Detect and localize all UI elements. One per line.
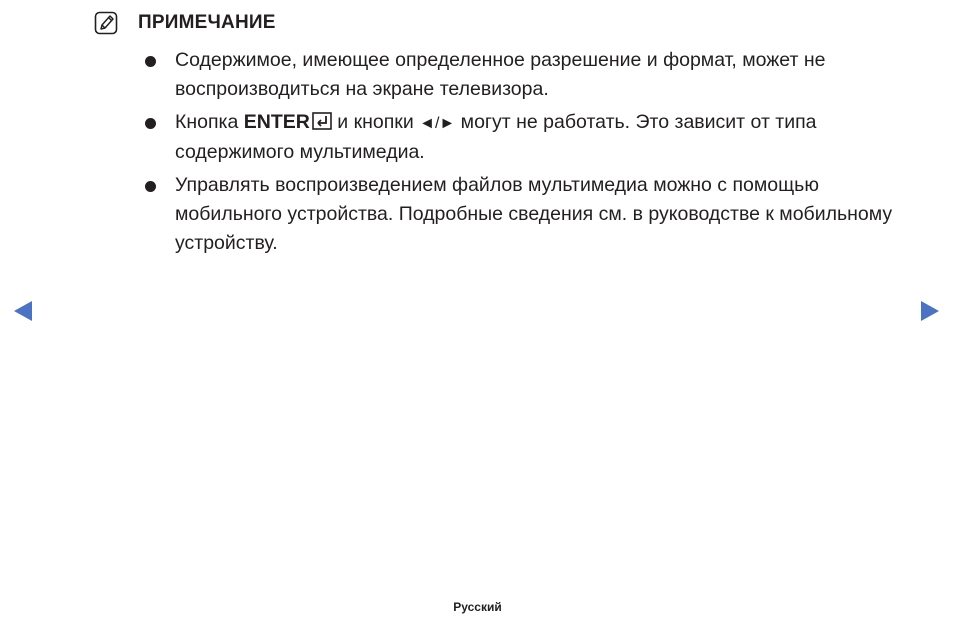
bullet-text-suffix: могут не работать. Это зависит от типа содержимого мультимедиа. bbox=[175, 111, 817, 163]
note-bullet-list bbox=[144, 46, 904, 262]
bullet-dot bbox=[145, 118, 156, 129]
note-title: ПРИМЕЧАНИЕ bbox=[138, 12, 276, 33]
bullet-text-prefix: Кнопка bbox=[175, 111, 244, 133]
list-item bbox=[144, 108, 904, 167]
note-header bbox=[94, 9, 276, 37]
bullet-dot bbox=[145, 181, 156, 192]
enter-key-icon bbox=[312, 112, 332, 130]
footer-language: Русский bbox=[453, 600, 502, 614]
bullet-text: Содержимое, имеющее определенное разрешение и формат, может не воспроизводиться на экране телевизора. bbox=[175, 49, 826, 100]
next-page-button[interactable] bbox=[920, 299, 940, 323]
enter-key-label: ENTER bbox=[243, 111, 310, 133]
left-right-arrows: ◄/► bbox=[419, 115, 456, 132]
triangle-right-icon bbox=[921, 301, 939, 321]
list-item bbox=[144, 171, 904, 258]
bullet-text-middle: и кнопки bbox=[331, 111, 420, 133]
note-pencil-icon bbox=[94, 11, 118, 35]
list-item bbox=[144, 46, 904, 104]
triangle-left-icon bbox=[14, 301, 32, 321]
bullet-text: Управлять воспроизведением файлов мультимедиа можно с помощью мобильного устройства. Подробные сведения см. в руководстве к мобильному устройству. bbox=[175, 174, 893, 254]
bullet-dot bbox=[145, 56, 156, 67]
previous-page-button[interactable] bbox=[13, 299, 33, 323]
